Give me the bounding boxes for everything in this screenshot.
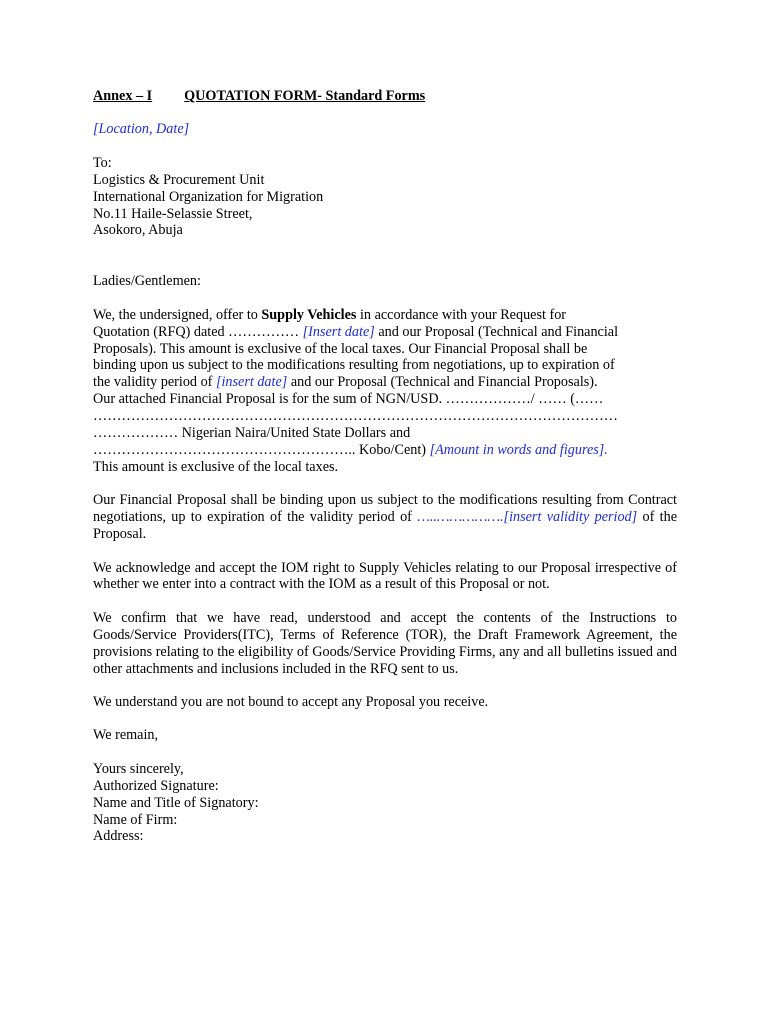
offer-line: ……………… Nigerian Naira/United State Dollars and — [93, 425, 411, 442]
signature-block — [93, 761, 677, 846]
address-line: Asokoro, Abuja — [93, 222, 183, 239]
offer-line: This amount is exclusive of the local taxes. — [93, 458, 339, 475]
document-heading — [93, 88, 677, 105]
offer-line: Quotation (RFQ) dated …………… [Insert date] and our Proposal (Technical and Financial — [93, 323, 619, 340]
salutation: Ladies/Gentlemen: — [93, 273, 201, 290]
address-line: No.11 Haile-Selassie Street, — [93, 205, 253, 222]
firm-name-field: Name of Firm: — [93, 811, 178, 828]
quotation-form-page — [93, 88, 677, 845]
insert-date-placeholder: [Insert date] — [302, 323, 375, 340]
validity-period-placeholder: …..…………….[insert validity period] — [417, 509, 638, 526]
signatory-name-field: Name and Title of Signatory: — [93, 794, 259, 811]
acknowledge-paragraph: We acknowledge and accept the IOM right to Supply Vehicles relating to our Proposal irrespective of whether we enter into a contract with the IOM as a result of this Proposal or not. — [93, 559, 677, 593]
we-remain: We remain, — [93, 727, 159, 744]
location-date-placeholder: [Location, Date] — [93, 121, 190, 138]
address-line: International Organization for Migration — [93, 188, 324, 205]
address-line: Logistics & Procurement Unit — [93, 171, 265, 188]
confirm-paragraph: We confirm that we have read, understood and accept the contents of the Instructions to Goods/Service Providers(ITC), Terms of Reference (TOR), the Draft Framework Agreement, the provisions relating to the eligibility of Goods/Service Providing Firms, any and all bulletins issued and other attachments and inclusions included in the RFQ sent to us. — [93, 609, 677, 677]
offer-paragraph — [93, 307, 677, 476]
binding-paragraph: Our Financial Proposal shall be binding upon us subject to the modifications resulting from Contract negotiations, up to expiration of the validity period of …..…………….[insert validity period] of the Proposal. — [93, 492, 677, 543]
offer-line: We, the undersigned, offer to Supply Vehicles in accordance with your Request for — [93, 306, 567, 323]
closing-line: Yours sincerely, — [93, 760, 184, 777]
address-field: Address: — [93, 828, 144, 845]
offer-line: Our attached Financial Proposal is for the sum of NGN/USD. ………………/ …… (…… — [93, 391, 604, 408]
authorized-signature-field: Authorized Signature: — [93, 777, 219, 794]
to-label: To: — [93, 154, 112, 171]
supply-vehicles-emphasis: Supply Vehicles — [261, 306, 357, 323]
offer-line: ……………………………………………….. Kobo/Cent) [Amount in words and figures]. — [93, 442, 608, 458]
offer-line: binding upon us subject to the modifications resulting from negotiations, up to expiration of — [93, 357, 615, 374]
annex-label: Annex – I — [93, 88, 153, 104]
offer-line: Proposals). This amount is exclusive of the local taxes. Our Financial Proposal shall be — [93, 340, 588, 357]
understand-paragraph: We understand you are not bound to accept any Proposal you receive. — [93, 693, 489, 710]
form-title: QUOTATION FORM- Standard Forms — [184, 88, 426, 104]
insert-date-placeholder: [insert date] — [215, 374, 288, 391]
offer-line: the validity period of [insert date] and our Proposal (Technical and Financial Proposals). — [93, 374, 598, 391]
offer-line: ………………………………………………………………………………………………… — [93, 408, 618, 425]
recipient-address — [93, 155, 677, 240]
amount-placeholder: [Amount in words and figures] — [429, 442, 605, 458]
